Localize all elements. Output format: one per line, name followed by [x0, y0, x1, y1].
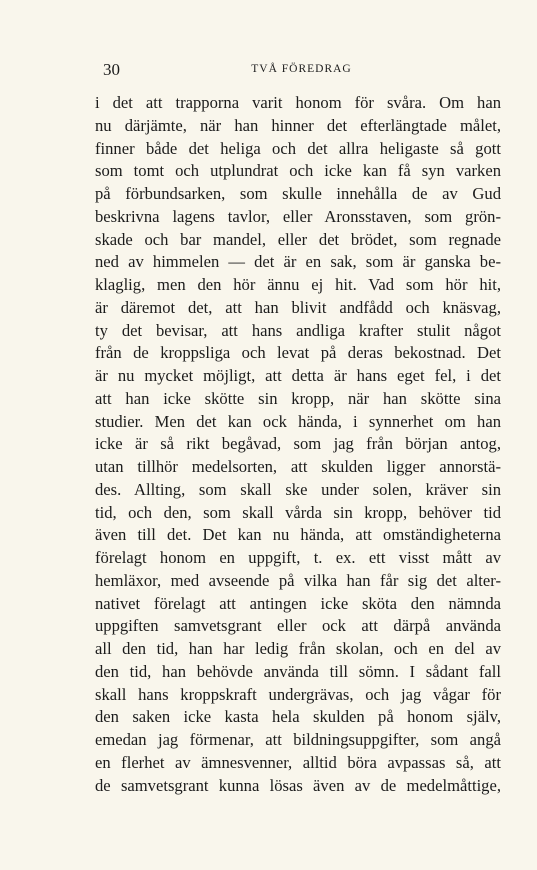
- text-line: en flerhet av ämnesvenner, alltid böra avpassas så, att: [95, 752, 501, 772]
- page-number: 30: [103, 60, 120, 79]
- text-line: förelagt honom en uppgift, t. ex. ett visst mått av: [95, 548, 501, 567]
- text-line: utan tillhör medelsorten, att skulden ligger annorstä-: [95, 457, 501, 476]
- text-line: ned av himmelen — det är en sak, som är ganska be-: [95, 252, 501, 272]
- text-line: icke är så rikt begåvad, som jag från början antog,: [95, 434, 501, 454]
- text-line: nativet förelagt att antingen icke sköta den nämnda: [95, 593, 501, 613]
- running-head: TVÅ FÖREDRAG: [251, 63, 352, 75]
- text-line: är däremot det, att han blivit andfådd och knäsvag,: [95, 297, 501, 317]
- text-line: hemläxor, med avseende på vilka han får sig det alter-: [95, 570, 501, 590]
- text-line: beskrivna lagens tavlor, eller Aronsstaven, som grön-: [95, 206, 501, 226]
- text-line: att han icke skötte sin kropp, när han skötte sina: [95, 388, 501, 408]
- text-line: tid, och den, som skall vårda sin kropp, behöver tid: [95, 502, 501, 522]
- text-line: nu därjämte, när han hinner det efterlängtade målet,: [95, 115, 501, 135]
- text-line: i det att trapporna varit honom för svåra. Om han: [95, 93, 501, 112]
- text-line: från de kroppsliga och levat på deras bekostnad. Det: [95, 343, 501, 363]
- text-line: skall hans kroppskraft undergrävas, och jag vågar för: [95, 684, 501, 704]
- text-line: de samvetsgrant kunna lösas även av de medelmåttige,: [95, 775, 501, 795]
- text-line: skade och bar mandel, eller det brödet, som regnade: [95, 229, 501, 249]
- text-line: på förbundsarken, som skulle innehålla de av Gud: [95, 184, 501, 203]
- body-text: [95, 92, 501, 797]
- text-line: uppgiften samvetsgrant eller ock att därpå använda: [95, 616, 501, 636]
- text-line: som tomt och utplundrat och icke kan få syn varken: [95, 161, 501, 181]
- page-header: [103, 60, 500, 82]
- text-line: ty det bevisar, att hans andliga krafter stulit något: [95, 320, 501, 340]
- text-line: all den tid, han har ledig från skolan, och en del av: [95, 639, 501, 658]
- text-line: den tid, han behövde använda till sömn. I sådant fall: [95, 661, 501, 681]
- text-line: den saken icke kasta hela skulden på honom själv,: [95, 707, 501, 727]
- text-line: finner både det heliga och det allra heligaste så gott: [95, 138, 501, 158]
- text-line: även till det. Det kan nu hända, att omständigheterna: [95, 525, 501, 545]
- text-line: emedan jag förmenar, att bildningsuppgifter, som angå: [95, 730, 501, 749]
- text-line: klaglig, men den hör ännu ej hit. Vad som hör hit,: [95, 275, 501, 294]
- text-line: är nu mycket möjligt, att detta är hans eget fel, i det: [95, 366, 501, 385]
- text-line: des. Allting, som skall ske under solen, kräver sin: [95, 479, 501, 499]
- text-line: studier. Men det kan ock hända, i synnerhet om han: [95, 411, 501, 431]
